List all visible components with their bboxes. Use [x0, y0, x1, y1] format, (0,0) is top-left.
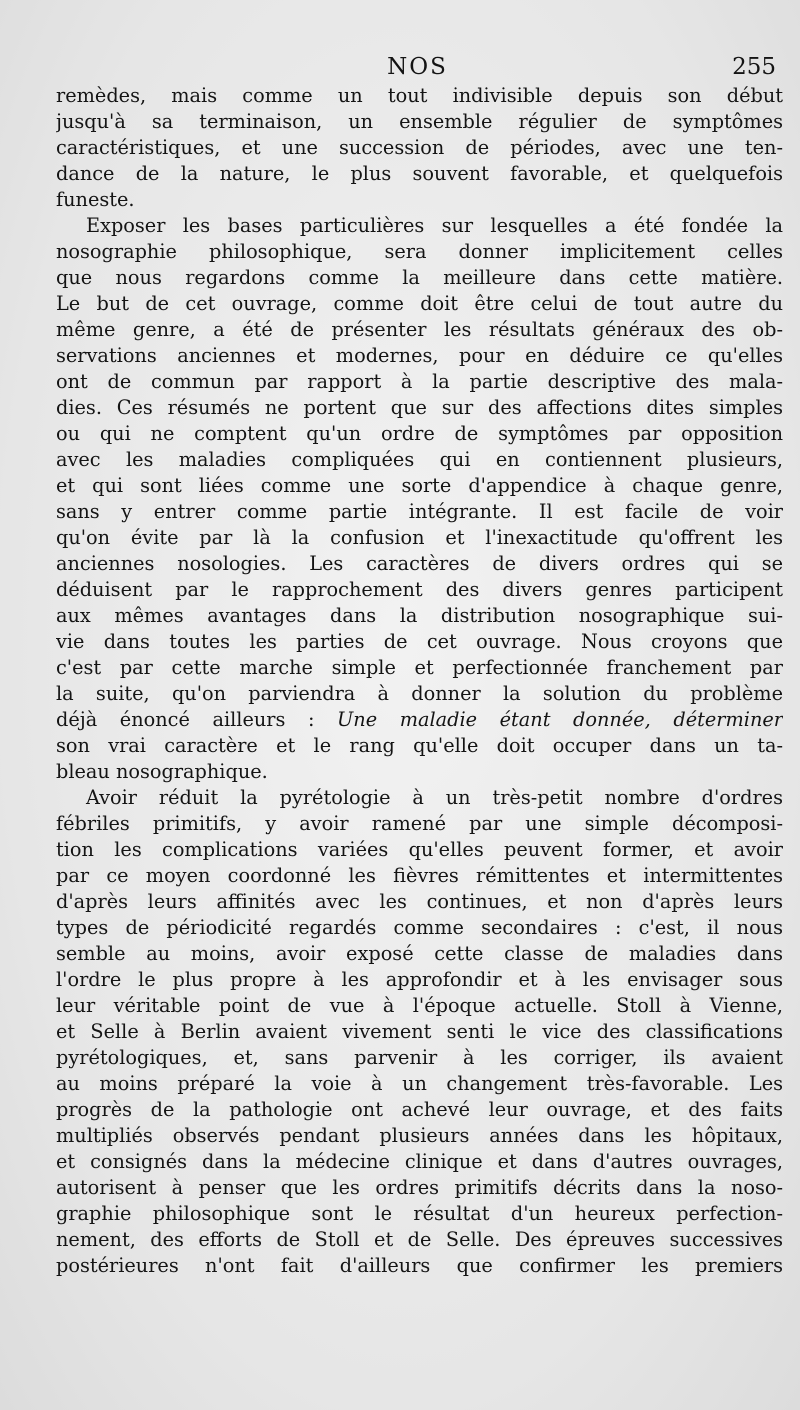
roman-text: déjà énoncé ailleurs :	[56, 708, 338, 731]
text-line: caractéristiques, et une succession de périodes, avec une ten-	[56, 136, 783, 159]
text-line: postérieures n'ont fait d'ailleurs que confirmer les premiers	[56, 1254, 783, 1277]
text-line: par ce moyen coordonné les fièvres rémittentes et intermittentes	[56, 864, 783, 887]
text-line: et consignés dans la médecine clinique et dans d'autres ouvrages,	[56, 1150, 783, 1173]
page-number: 255	[732, 54, 776, 80]
text-line: l'ordre le plus propre à les approfondir et à les envisager sous	[56, 968, 783, 991]
text-line: fébriles primitifs, y avoir ramené par une simple décomposi-	[56, 812, 783, 835]
text-line: ont de commun par rapport à la partie descriptive des mala-	[56, 370, 783, 393]
text-line: multipliés observés pendant plusieurs années dans les hôpitaux,	[56, 1124, 783, 1147]
text-line: aux mêmes avantages dans la distribution nosographique sui-	[56, 604, 783, 627]
text-line: c'est par cette marche simple et perfectionnée franchement par	[56, 656, 783, 679]
running-head	[55, 52, 780, 82]
text-line: dance de la nature, le plus souvent favorable, et quelquefois	[56, 162, 783, 185]
text-line: progrès de la pathologie ont achevé leur ouvrage, et des faits	[56, 1098, 783, 1121]
text-line: pyrétologiques, et, sans parvenir à les corriger, ils avaient	[56, 1046, 783, 1069]
text-line: autorisent à penser que les ordres primitifs décrits dans la noso-	[56, 1176, 783, 1199]
text-line: qu'on évite par là la confusion et l'inexactitude qu'offrent les	[56, 526, 783, 549]
paragraph-2	[56, 213, 783, 785]
running-head-title: NOS	[387, 54, 448, 80]
text-line: types de périodicité regardés comme secondaires : c'est, il nous	[56, 916, 783, 939]
text-line: la suite, qu'on parviendra à donner la solution du problème	[56, 682, 783, 705]
text-line: et qui sont liées comme une sorte d'appendice à chaque genre,	[56, 474, 783, 497]
text-line: Avoir réduit la pyrétologie à un très-petit nombre d'ordres	[86, 786, 783, 809]
text-line: tion les complications variées qu'elles peuvent former, et avoir	[56, 838, 783, 861]
body-text	[56, 83, 783, 1279]
text-line: avec les maladies compliquées qui en contiennent plusieurs,	[56, 448, 783, 471]
italic-line: son vrai caractère et le rang qu'elle doit occuper dans un ta-	[56, 734, 783, 757]
text-line: servations anciennes et modernes, pour en déduire ce qu'elles	[56, 344, 783, 367]
text-line: nement, des efforts de Stoll et de Selle. Des épreuves successives	[56, 1228, 783, 1251]
text-line: sans y entrer comme partie intégrante. Il est facile de voir	[56, 500, 783, 523]
text-line: ou qui ne comptent qu'un ordre de symptômes par opposition	[56, 422, 783, 445]
text-line: Le but de cet ouvrage, comme doit être celui de tout autre du	[56, 292, 783, 315]
text-line: jusqu'à sa terminaison, un ensemble régulier de symptômes	[56, 110, 783, 133]
text-line: vie dans toutes les parties de cet ouvrage. Nous croyons que	[56, 630, 783, 653]
text-line: déduisent par le rapprochement des divers genres participent	[56, 578, 783, 601]
text-line: funeste.	[56, 188, 135, 211]
italic-text: Une maladie étant donnée, déterminer	[337, 708, 783, 731]
text-line: et Selle à Berlin avaient vivement senti le vice des classifications	[56, 1020, 783, 1043]
text-line: remèdes, mais comme un tout indivisible depuis son début	[56, 84, 783, 107]
paragraph-3	[56, 785, 783, 1279]
text-line: semble au moins, avoir exposé cette classe de maladies dans	[56, 942, 783, 965]
text-line: anciennes nosologies. Les caractères de divers ordres qui se	[56, 552, 783, 575]
text-line: Exposer les bases particulières sur lesquelles a été fondée la	[86, 214, 783, 237]
text-line: que nous regardons comme la meilleure dans cette matière.	[56, 266, 783, 289]
text-line: nosographie philosophique, sera donner implicitement celles	[56, 240, 783, 263]
text-line: leur véritable point de vue à l'époque actuelle. Stoll à Vienne,	[56, 994, 783, 1017]
paragraph-1	[56, 83, 783, 213]
text-line: d'après leurs affinités avec les continues, et non d'après leurs	[56, 890, 783, 913]
text-line-mixed	[56, 707, 783, 733]
text-line: dies. Ces résumés ne portent que sur des affections dites simples	[56, 396, 783, 419]
italic-line: bleau nosographique.	[56, 760, 268, 783]
text-line: au moins préparé la voie à un changement très-favorable. Les	[56, 1072, 783, 1095]
text-line: graphie philosophique sont le résultat d'un heureux perfection-	[56, 1202, 783, 1225]
text-line: même genre, a été de présenter les résultats généraux des ob-	[56, 318, 783, 341]
